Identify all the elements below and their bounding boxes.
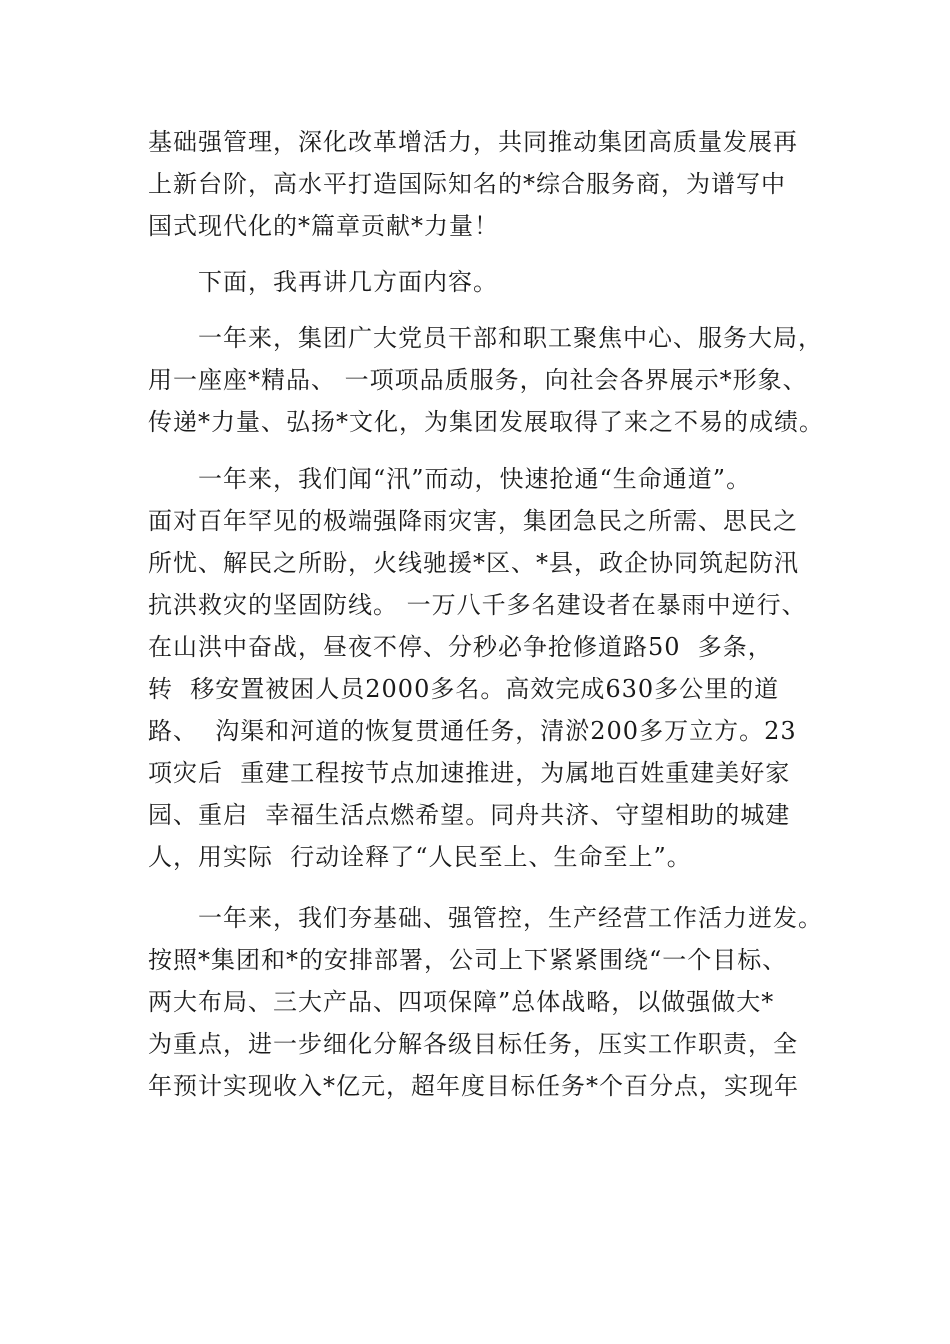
text-line: 上新台阶，高水平打造国际知名的*综合服务商，为谱写中 bbox=[148, 170, 786, 198]
text-line: 基础强管理，深化改革增活力，共同推动集团高质量发展再 bbox=[148, 128, 798, 156]
text-line: 园、重启 幸福生活点燃希望。同舟共济、守望相助的城建 bbox=[148, 801, 791, 829]
text-line: 所忧、解民之所盼，火线驰援*区、*县，政企协同筑起防汛 bbox=[148, 549, 799, 577]
text-line: 一年来，我们闻“汛”而动，快速抢通“生命通道”。 bbox=[198, 465, 752, 493]
text-line: 下面，我再讲几方面内容。 bbox=[198, 268, 498, 296]
text-line: 为重点，进一步细化分解各级目标任务，压实工作职责，全 bbox=[148, 1030, 798, 1058]
text-line: 一年来，我们夯基础、强管控，生产经营工作活力迸发。 bbox=[198, 904, 823, 932]
text-line: 年预计实现收入*亿元，超年度目标任务*个百分点，实现年 bbox=[148, 1072, 799, 1100]
text-line: 传递*力量、弘扬*文化，为集团发展取得了来之不易的成绩。 bbox=[148, 408, 824, 436]
text-line: 按照*集团和*的安排部署，公司上下紧紧围绕“一个目标、 bbox=[148, 946, 788, 974]
text-line: 在山洪中奋战，昼夜不停、分秒必争抢修道路50 多条， bbox=[148, 633, 773, 661]
text-line: 项灾后 重建工程按节点加速推进，为属地百姓重建美好家 bbox=[148, 759, 791, 787]
text-line: 人，用实际 行动诠释了“人民至上、生命至上”。 bbox=[148, 843, 692, 871]
text-line: 两大布局、三大产品、四项保障”总体战略，以做强做大* bbox=[148, 988, 775, 1016]
text-line: 路、 沟渠和河道的恢复贯通任务，清淤200多万立方。23 bbox=[148, 717, 797, 745]
text-line: 面对百年罕见的极端强降雨灾害，集团急民之所需、思民之 bbox=[148, 507, 798, 535]
text-line: 一年来，集团广大党员干部和职工聚焦中心、服务大局， bbox=[198, 324, 823, 352]
text-line: 转 移安置被困人员2000多名。高效完成630多公里的道 bbox=[148, 675, 780, 703]
text-line: 国式现代化的*篇章贡献*力量！ bbox=[148, 212, 499, 240]
text-line: 用一座座*精品、 一项项品质服务，向社会各界展示*形象、 bbox=[148, 366, 808, 394]
text-line: 抗洪救灾的坚固防线。 一万八千多名建设者在暴雨中逆行、 bbox=[148, 591, 807, 619]
